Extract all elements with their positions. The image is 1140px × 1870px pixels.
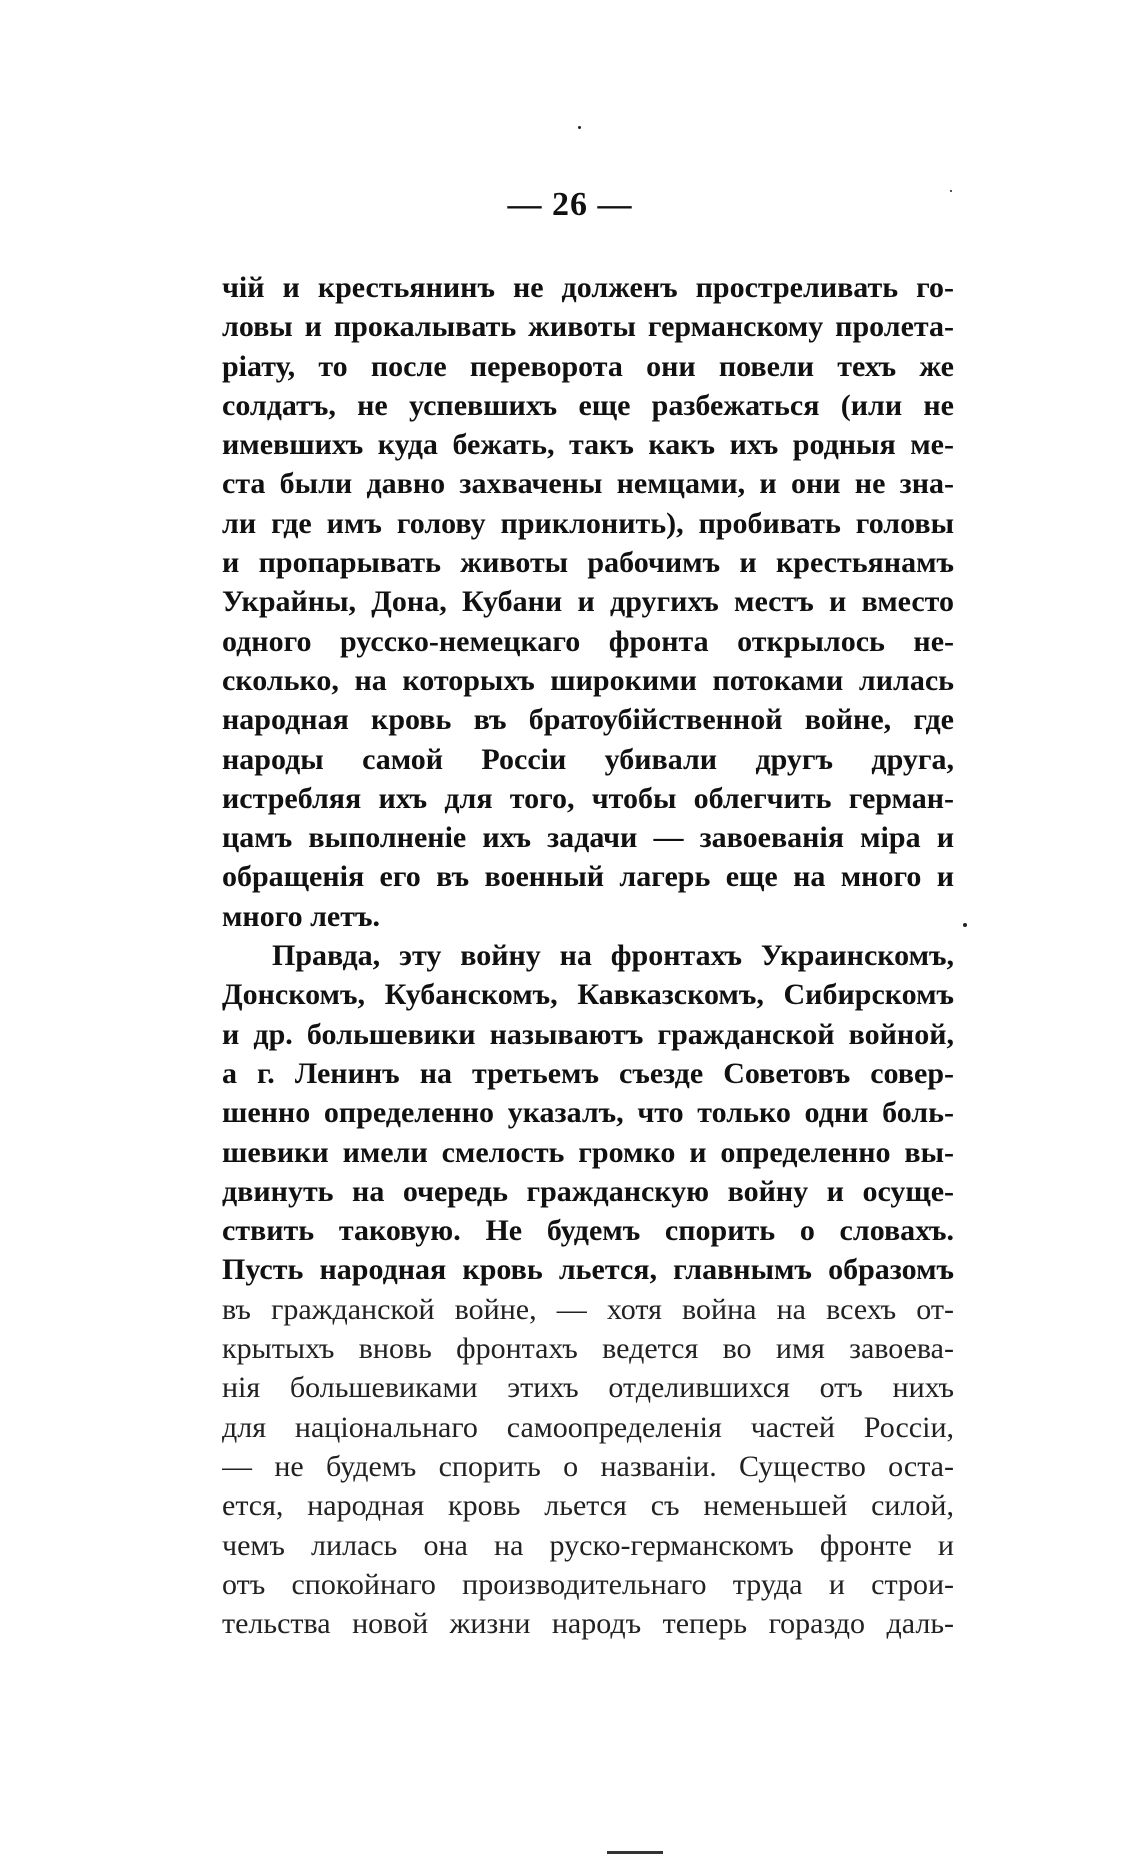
text-line: ста были давно захвачены немцами, и они не зна- (222, 467, 954, 501)
text-line: Пусть народная кровь льется, главнымъ образомъ (222, 1253, 954, 1287)
text-line: и др. большевики называютъ гражданской войной, (222, 1017, 954, 1051)
text-line: чій и крестьянинъ не долженъ простреливать го- (222, 271, 954, 304)
text-line: и пропарывать животы рабочимъ и крестьянамъ (222, 546, 954, 580)
text-line: ствить таковую. Не будемъ спорить о словахъ. (222, 1214, 954, 1248)
text-line: народы самой Россіи убивали другъ друга, (222, 742, 954, 776)
text-line: истребляя ихъ для того, чтобы облегчить герман- (222, 781, 954, 815)
text-line: а г. Ленинъ на третьемъ съезде Советовъ совер- (222, 1056, 954, 1090)
text-line: цамъ выполненіе ихъ задачи — завоеванія міра и (222, 821, 954, 855)
text-line: Украйны, Дона, Кубани и другихъ местъ и вместо (222, 585, 954, 619)
text-line: имевшихъ куда бежать, такъ какъ ихъ родныя ме- (222, 428, 954, 462)
text-line: чемъ лилась она на руско-германскомъ фронте и (222, 1528, 954, 1562)
text-line: ловы и прокалывать животы германскому пролета- (222, 310, 954, 344)
text-line: ріату, то после переворота они повели техъ же (222, 349, 954, 383)
text-line: одного русско-немецкаго фронта открылось не- (222, 624, 954, 658)
text-line: шевики имели смелость громко и определенно вы- (222, 1135, 954, 1169)
paragraph-end-line: много летъ. (222, 899, 380, 933)
text-line: отъ спокойнаго производительнаго труда и строи- (222, 1567, 954, 1601)
text-line: двинуть на очередь гражданскую войну и осуще- (222, 1174, 954, 1208)
print-speck (963, 923, 967, 927)
text-line: въ гражданской войне, — хотя война на всехъ от- (222, 1292, 954, 1326)
paragraph-start-line: Правда, эту войну на фронтахъ Украинскомъ, (272, 939, 954, 973)
text-line: народная кровь въ братоубійственной войне, где (222, 703, 954, 737)
bottom-rule (607, 1851, 663, 1854)
print-speck (950, 190, 952, 192)
print-speck (578, 126, 581, 129)
text-line: тельства новой жизни народъ теперь гораздо даль- (222, 1607, 954, 1641)
text-line: — не будемъ спорить о названіи. Существо оста- (222, 1449, 954, 1483)
page-number: — 26 — (507, 186, 633, 223)
text-line: шенно определенно указалъ, что только одни боль- (222, 1096, 954, 1130)
text-line: солдатъ, не успевшихъ еще разбежаться (или не (222, 388, 954, 422)
text-line: крытыхъ вновь фронтахъ ведется во имя завоева- (222, 1332, 954, 1366)
text-line: ется, народная кровь льется съ неменьшей силой, (222, 1489, 954, 1523)
text-line: Донскомъ, Кубанскомъ, Кавказскомъ, Сибирскомъ (222, 978, 954, 1012)
text-line: обращенія его въ военный лагерь еще на много и (222, 860, 954, 894)
text-line: ли где имъ голову приклонить), пробивать головы (222, 506, 954, 540)
text-line: нія большевиками этихъ отделившихся отъ нихъ (222, 1371, 954, 1405)
body-text (222, 268, 954, 1643)
text-line: сколько, на которыхъ широкими потоками лилась (222, 663, 954, 697)
text-line: для національнаго самоопределенія частей Россіи, (222, 1410, 954, 1444)
